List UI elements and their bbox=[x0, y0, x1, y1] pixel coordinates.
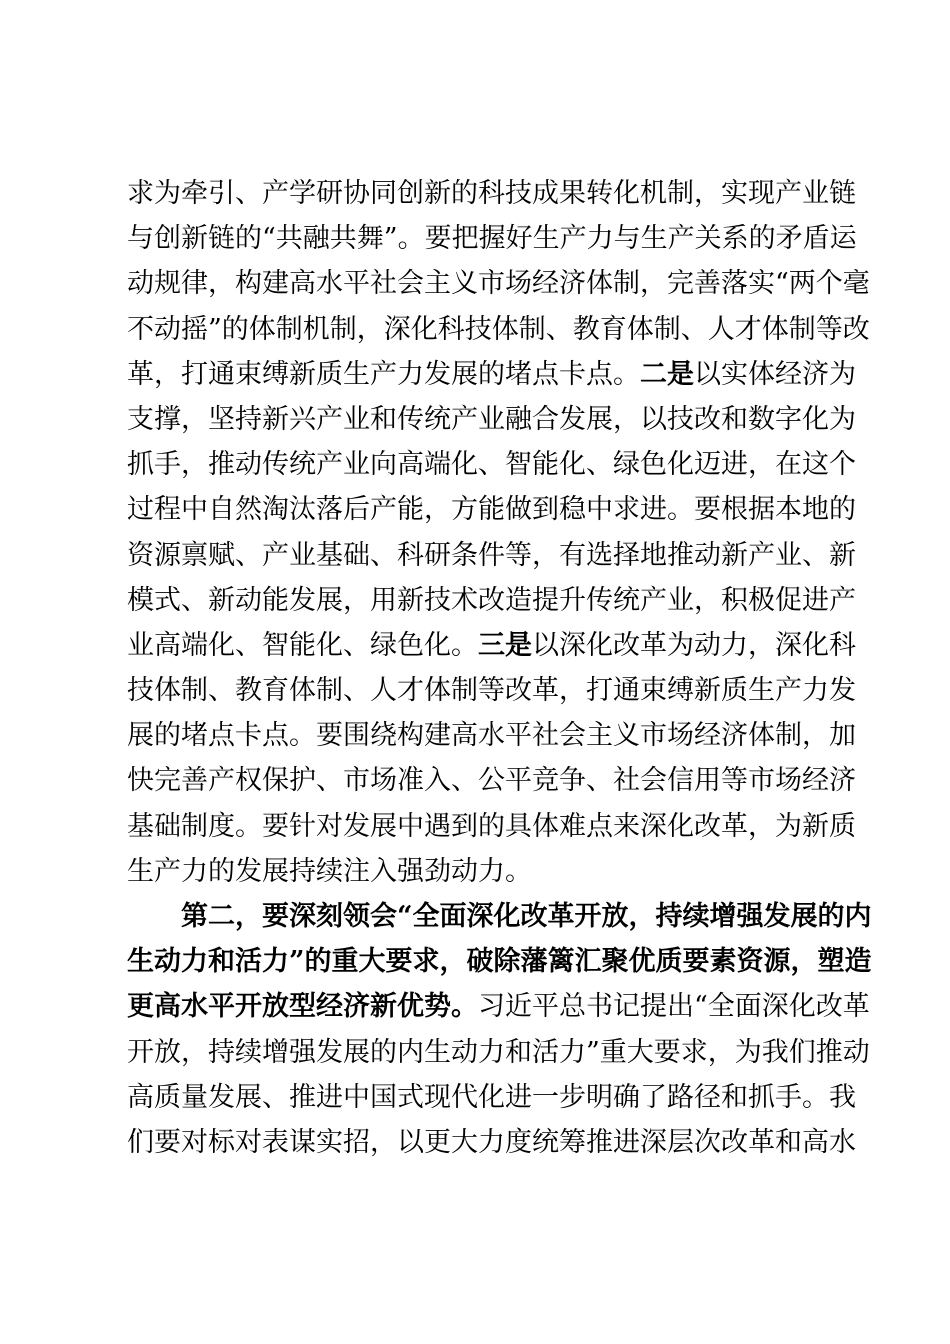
text-line bbox=[127, 487, 856, 532]
text-run: 与创新链的“共融共舞”。要把握好生产力与生产关系的矛盾运 bbox=[127, 223, 857, 255]
text-run: 抓手，推动传统产业向高端化、智能化、绿色化迈进，在这个 bbox=[127, 449, 856, 481]
text-line bbox=[127, 216, 857, 261]
text-line bbox=[127, 397, 856, 442]
text-run: 以深化改革为动力，深化科 bbox=[532, 629, 856, 661]
text-line bbox=[127, 984, 870, 1029]
text-run: 高质量发展、推进中国式现代化进一步明确了路径和抓手。我 bbox=[127, 1081, 856, 1113]
paragraph-1 bbox=[127, 171, 870, 894]
text-line bbox=[127, 804, 856, 849]
text-line bbox=[127, 352, 856, 397]
text-run: 生产力的发展持续注入强劲动力。 bbox=[127, 855, 532, 887]
text-run: 业高端化、智能化、绿色化。 bbox=[127, 629, 478, 661]
text-line bbox=[127, 758, 856, 803]
text-run: 以实体经济为 bbox=[694, 358, 856, 390]
text-line bbox=[127, 894, 872, 939]
text-run: 求为牵引、产学研协同创新的科技成果转化机制，实现产业链 bbox=[127, 178, 856, 209]
body-text bbox=[127, 171, 872, 1165]
text-run: 习近平总书记提出“全面深化改革 bbox=[478, 991, 870, 1023]
text-line bbox=[127, 713, 856, 758]
text-line bbox=[127, 578, 856, 623]
text-line bbox=[127, 171, 856, 216]
text-line bbox=[127, 442, 856, 487]
text-line bbox=[127, 307, 870, 352]
text-line bbox=[127, 623, 856, 668]
text-line bbox=[127, 939, 872, 984]
text-line bbox=[127, 668, 856, 713]
text-line bbox=[127, 1030, 870, 1075]
text-line bbox=[127, 261, 870, 306]
text-run: 快完善产权保护、市场准入、公平竞争、社会信用等市场经济 bbox=[127, 765, 856, 797]
text-run: 支撑，坚持新兴产业和传统产业融合发展，以技改和数字化为 bbox=[127, 403, 856, 435]
bold-text-run: 更高水平开放型经济新优势。 bbox=[127, 991, 478, 1023]
text-run: 技体制、教育体制、人才体制等改革，打通束缚新质生产力发 bbox=[127, 675, 856, 707]
text-line bbox=[127, 849, 833, 894]
text-line bbox=[127, 1075, 856, 1120]
text-run: 动规律，构建高水平社会主义市场经济体制，完善落实“两个毫 bbox=[127, 268, 870, 300]
text-run: 过程中自然淘汰落后产能，方能做到稳中求进。要根据本地的 bbox=[127, 494, 856, 526]
text-run: 模式、新动能发展，用新技术改造提升传统产业，积极促进产 bbox=[127, 584, 856, 616]
text-run: 基础制度。要针对发展中遇到的具体难点来深化改革，为新质 bbox=[127, 810, 856, 842]
text-run: 展的堵点卡点。要围绕构建高水平社会主义市场经济体制，加 bbox=[127, 720, 856, 752]
bold-text-run: 三是 bbox=[478, 629, 532, 661]
text-run: 革，打通束缚新质生产力发展的堵点卡点。 bbox=[127, 358, 640, 390]
bold-text-run: 生动力和活力”的重大要求，破除藩篱汇聚优质要素资源，塑造 bbox=[127, 946, 872, 978]
bold-text-run: 第二，要深刻领会“全面深化改革开放，持续增强发展的内 bbox=[181, 901, 872, 932]
text-run: 资源禀赋、产业基础、科研条件等，有选择地推动新产业、新 bbox=[127, 539, 856, 571]
text-line bbox=[127, 1120, 856, 1165]
text-line bbox=[127, 533, 856, 578]
text-run: 们要对标对表谋实招，以更大力度统筹推进深层次改革和高水 bbox=[127, 1126, 856, 1158]
bold-text-run: 二是 bbox=[640, 358, 694, 390]
paragraph-2 bbox=[127, 894, 872, 1165]
text-run: 开放，持续增强发展的内生动力和活力”重大要求，为我们推动 bbox=[127, 1036, 870, 1068]
text-run: 不动摇”的体制机制，深化科技体制、教育体制、人才体制等改 bbox=[127, 313, 870, 345]
